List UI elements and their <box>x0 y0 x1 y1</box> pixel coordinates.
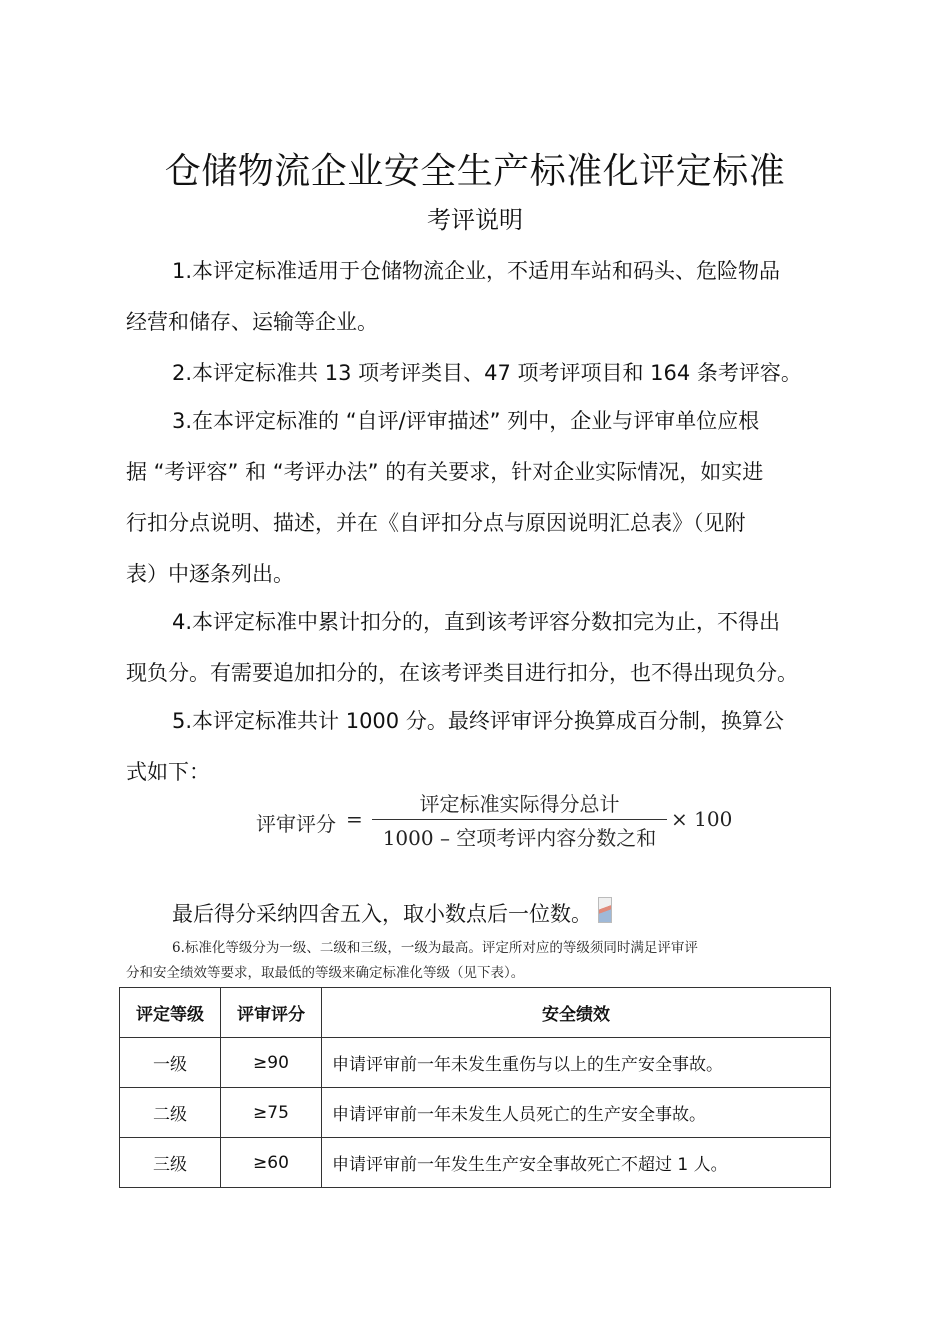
paragraph-text: 1.本评定标准适用于仓储物流企业，不适用车站和码头、危险物品 <box>172 259 781 283</box>
paragraph-line: 据 “考评容” 和 “考评办法” 的有关要求，针对企业实际情况，如实进 <box>126 460 764 484</box>
formula-lhs: 评审评分 <box>256 812 336 836</box>
paragraph-line <box>126 936 831 961</box>
cell-safety-performance: 申请评审前一年发生生产安全事故死亡不超过 1 人。 <box>322 1138 831 1188</box>
document-subtitle: 考评说明 <box>427 206 523 234</box>
paragraph-line: 现负分。有需要追加扣分的，在该考评类目进行扣分，也不得出现负分。 <box>126 661 798 685</box>
paragraph-line: 经营和储存、运输等企业。 <box>126 310 378 334</box>
rounding-note <box>172 896 612 932</box>
cell-grade: 三级 <box>120 1138 221 1188</box>
paragraph-line <box>126 696 826 747</box>
fraction-bar <box>372 819 667 820</box>
paragraph-line <box>126 348 846 399</box>
paragraph-item-5 <box>126 696 826 798</box>
paragraph-line <box>126 597 846 648</box>
cell-score: ≥75 <box>221 1088 322 1138</box>
paragraph-text: 2.本评定标准共 13 项考评类目、47 项考评项目和 164 条考评容。 <box>172 361 802 385</box>
paragraph-text: 3.在本评定标准的 “自评/评审描述” 列中，企业与评审单位应根 <box>172 409 760 433</box>
cell-score: ≥60 <box>221 1138 322 1188</box>
table-row <box>120 1138 831 1188</box>
paragraph-item-6 <box>126 936 831 986</box>
header-safety-performance: 安全绩效 <box>322 988 831 1038</box>
formula-equals: = <box>346 807 363 831</box>
paragraph-line <box>126 396 826 447</box>
rounding-text: 最后得分采纳四舍五入，取小数点后一位数。 <box>172 902 592 926</box>
table-header-row <box>120 988 831 1038</box>
paragraph-item-2 <box>126 348 846 399</box>
paragraph-line <box>126 246 826 297</box>
cell-grade: 二级 <box>120 1088 221 1138</box>
cell-safety-performance: 申请评审前一年未发生重伤与以上的生产安全事故。 <box>322 1038 831 1088</box>
document-title: 仓储物流企业安全生产标准化评定标准 <box>164 151 786 192</box>
score-formula <box>256 788 736 858</box>
paragraph-text: 6.标准化等级分为一级、二级和三级，一级为最高。评定所对应的等级须同时满足评审评 <box>172 940 698 956</box>
grade-table <box>119 987 831 1188</box>
paragraph-item-4 <box>126 597 846 699</box>
paragraph-text: 5.本评定标准共计 1000 分。最终评审评分换算成百分制，换算公 <box>172 709 784 733</box>
table-row <box>120 1038 831 1088</box>
table-row <box>120 1088 831 1138</box>
header-grade: 评定等级 <box>120 988 221 1038</box>
header-score: 评审评分 <box>221 988 322 1038</box>
paragraph-line: 行扣分点说明、描述，并在《自评扣分点与原因说明汇总表》（见附 <box>126 511 746 535</box>
paragraph-line: 表）中逐条列出。 <box>126 562 294 586</box>
cell-safety-performance: 申请评审前一年未发生人员死亡的生产安全事故。 <box>322 1088 831 1138</box>
paragraph-item-3 <box>126 396 826 600</box>
cell-score: ≥90 <box>221 1038 322 1088</box>
formula-numerator: 评定标准实际得分总计 <box>419 792 620 816</box>
paragraph-text: 4.本评定标准中累计扣分的，直到该考评容分数扣完为止，不得出 <box>172 610 781 634</box>
embedded-image-icon <box>598 897 612 923</box>
paragraph-line: 式如下： <box>126 760 210 784</box>
cell-grade: 一级 <box>120 1038 221 1088</box>
paragraph-item-1 <box>126 246 826 348</box>
formula-multiplier: × 100 <box>671 807 733 831</box>
formula-denominator: 1000 – 空项考评内容分数之和 <box>382 826 657 850</box>
paragraph-line: 分和安全绩效等要求，取最低的等级来确定标准化等级（见下表）。 <box>126 965 525 981</box>
